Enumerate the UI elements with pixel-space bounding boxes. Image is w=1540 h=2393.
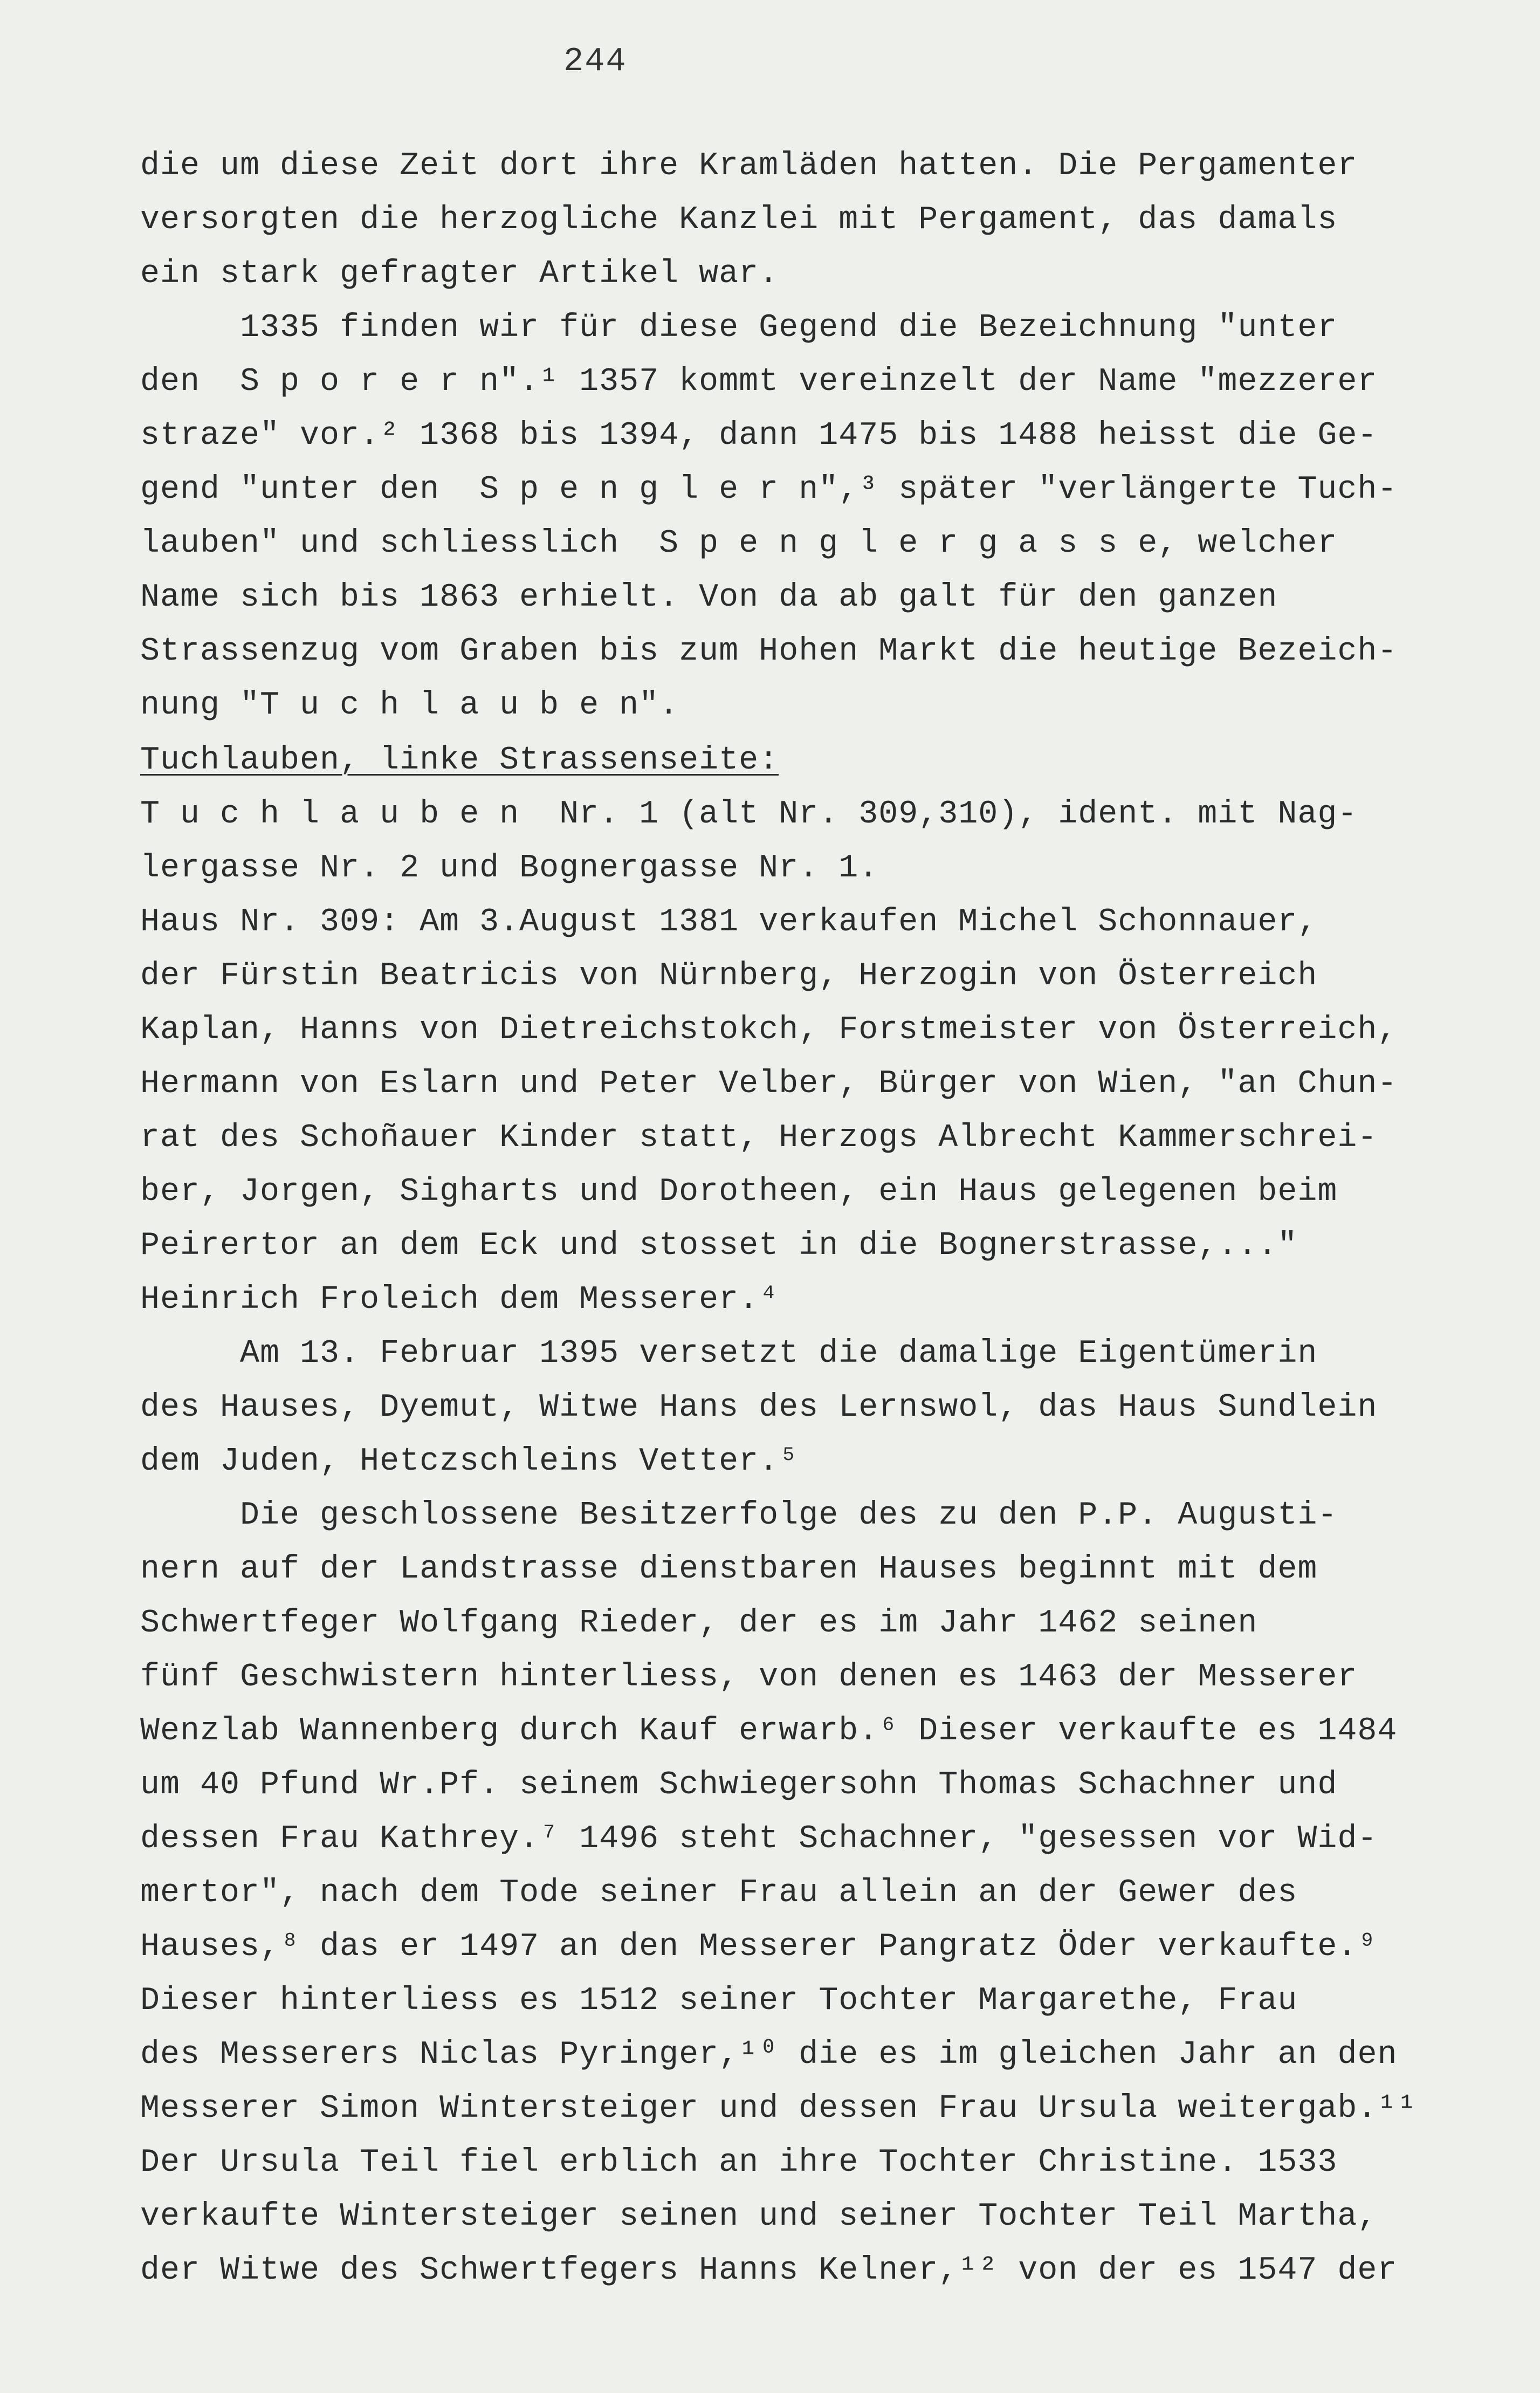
text-line: Peirertor an dem Eck und stosset in die Bognerstrasse,..." xyxy=(140,1228,1298,1264)
text-line: Am 13. Februar 1395 versetzt die damalige Eigentümerin xyxy=(140,1335,1318,1372)
text-line: um 40 Pfund Wr.Pf. seinem Schwiegersohn Thomas Schachner und xyxy=(140,1767,1338,1804)
text-line: Kaplan, Hanns von Dietreichstokch, Forstmeister von Österreich, xyxy=(140,1012,1398,1048)
text-line: Hermann von Eslarn und Peter Velber, Bürger von Wien, "an Chun- xyxy=(140,1066,1398,1102)
text-line: die um diese Zeit dort ihre Kramläden hatten. Die Pergamenter xyxy=(140,148,1358,184)
text-line: ein stark gefragter Artikel war. xyxy=(140,256,779,292)
text-line: dem Juden, Hetczschleins Vetter.⁵ xyxy=(140,1443,799,1480)
text-line: T u c h l a u b e n Nr. 1 (alt Nr. 309,310), ident. mit Nag- xyxy=(140,796,1358,833)
text-line: versorgten die herzogliche Kanzlei mit Pergament, das damals xyxy=(140,202,1338,238)
text-line: Name sich bis 1863 erhielt. Von da ab galt für den ganzen xyxy=(140,579,1278,616)
text-line: Dieser hinterliess es 1512 seiner Tochter Margarethe, Frau xyxy=(140,1983,1298,2019)
text-line: Der Ursula Teil fiel erblich an ihre Tochter Christine. 1533 xyxy=(140,2144,1338,2181)
text-line: rat des Schoñauer Kinder statt, Herzogs Albrecht Kammerschrei- xyxy=(140,1120,1378,1156)
text-line: dessen Frau Kathrey.⁷ 1496 steht Schachner, "gesessen vor Wid- xyxy=(140,1821,1378,1857)
text-line: Schwertfeger Wolfgang Rieder, der es im Jahr 1462 seinen xyxy=(140,1605,1258,1642)
text-line: den S p o r e r n".¹ 1357 kommt vereinzelt der Name "mezzerer xyxy=(140,364,1378,400)
text-line: der Fürstin Beatricis von Nürnberg, Herzogin von Österreich xyxy=(140,958,1318,995)
text-line: fünf Geschwistern hinterliess, von denen es 1463 der Messerer xyxy=(140,1659,1358,1696)
text-line: straze" vor.² 1368 bis 1394, dann 1475 bis 1488 heisst die Ge- xyxy=(140,417,1378,454)
text-line: der Witwe des Schwertfegers Hanns Kelner,¹² von der es 1547 der xyxy=(140,2252,1398,2289)
text-line: Heinrich Froleich dem Messerer.⁴ xyxy=(140,1281,779,1318)
text-line: Die geschlossene Besitzerfolge des zu den P.P. Augusti- xyxy=(140,1497,1338,1534)
text-line: verkaufte Wintersteiger seinen und seiner Tochter Teil Martha, xyxy=(140,2198,1378,2235)
text-line: Messerer Simon Wintersteiger und dessen Frau Ursula weitergab.¹¹ xyxy=(140,2090,1418,2127)
text-line: des Hauses, Dyemut, Witwe Hans des Lernswol, das Haus Sundlein xyxy=(140,1389,1378,1426)
text-line: nern auf der Landstrasse dienstbaren Hauses beginnt mit dem xyxy=(140,1551,1318,1588)
section-heading: Tuchlauben, linke Strassenseite: xyxy=(140,742,779,779)
page-number: 244 xyxy=(563,42,627,80)
text-line: nung "T u c h l a u b e n". xyxy=(140,687,679,724)
text-line: Strassenzug vom Graben bis zum Hohen Markt die heutige Bezeich- xyxy=(140,633,1398,670)
text-line: lergasse Nr. 2 und Bognergasse Nr. 1. xyxy=(140,850,879,887)
text-line: des Messerers Niclas Pyringer,¹⁰ die es im gleichen Jahr an den xyxy=(140,2037,1398,2073)
text-line: Haus Nr. 309: Am 3.August 1381 verkaufen Michel Schonnauer, xyxy=(140,904,1318,941)
text-line: ber, Jorgen, Sigharts und Dorotheen, ein Haus gelegenen beim xyxy=(140,1174,1338,1210)
text-line: lauben" und schliesslich S p e n g l e r g a s s e, welcher xyxy=(140,525,1338,562)
text-line: mertor", nach dem Tode seiner Frau allein an der Gewer des xyxy=(140,1875,1298,1911)
text-line: gend "unter den S p e n g l e r n",³ später "verlängerte Tuch- xyxy=(140,471,1398,508)
text-line: Wenzlab Wannenberg durch Kauf erwarb.⁶ Dieser verkaufte es 1484 xyxy=(140,1713,1398,1750)
text-line: Hauses,⁸ das er 1497 an den Messerer Pangratz Öder verkaufte.⁹ xyxy=(140,1929,1378,1965)
text-line: 1335 finden wir für diese Gegend die Bezeichnung "unter xyxy=(140,310,1338,346)
